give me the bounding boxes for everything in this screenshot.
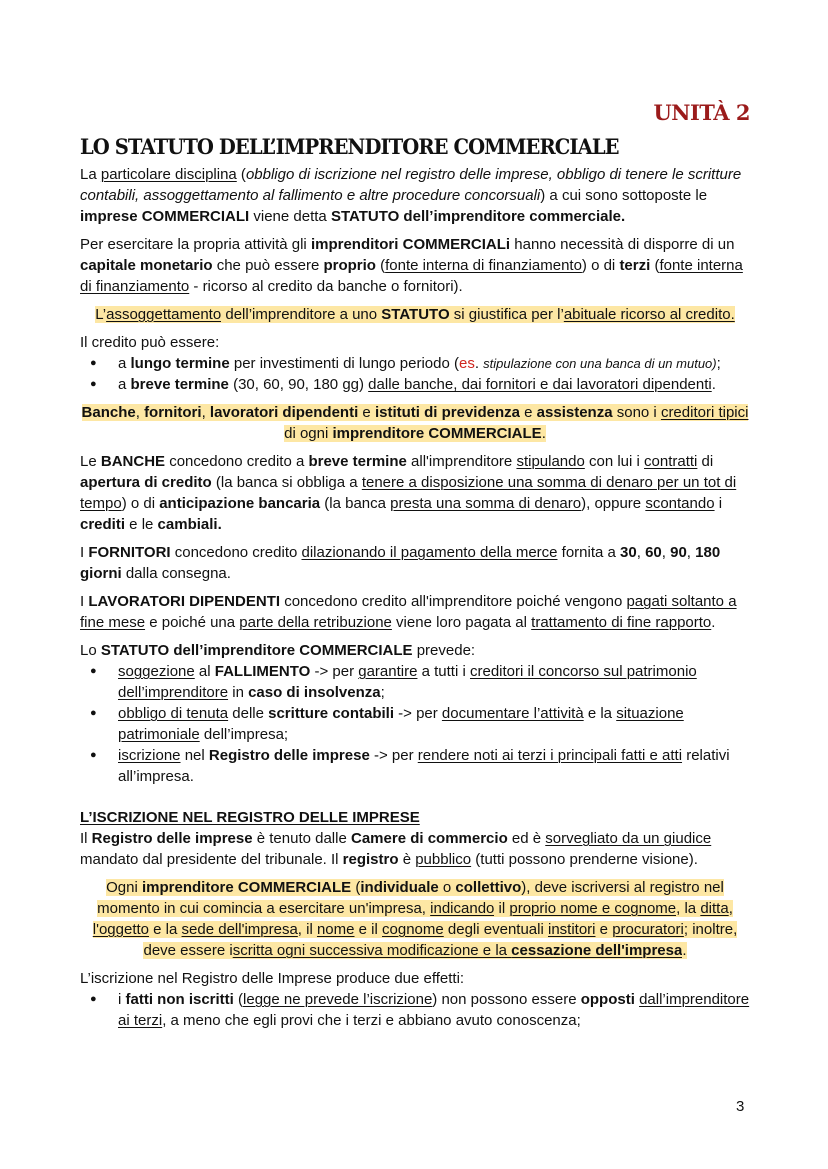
text-run: stipulando [516,453,585,470]
text-run: a [118,355,131,372]
text-run: fornitori [144,404,202,421]
text-run: Registro delle imprese [208,747,370,764]
text-run: relativi all’impresa. [118,747,730,785]
text-run: procuratori [612,921,684,938]
text-run: legge ne prevede l’iscrizione [243,991,433,1008]
text-run: dell’imprenditore a uno [221,306,382,323]
highlighted-paragraph [80,304,750,325]
text-run: registro [342,851,399,868]
text-run: Lo [80,642,101,659]
text-run: Le [80,453,101,470]
bullet-list [80,989,750,1031]
text-run: , [686,544,696,561]
list-item [118,661,750,703]
text-run: L’ [95,306,107,323]
text-run: creditori tipici [660,404,749,421]
text-run: a tutti i [417,663,470,680]
text-run: con lui i [584,453,645,470]
text-run: e la [149,921,182,938]
list-item [118,703,750,745]
text-run: è tenuto dalle [252,830,351,847]
text-run: , [661,544,671,561]
text-run: crediti [80,516,126,533]
text-run: ( [650,257,660,274]
text-run: -> per [393,705,442,722]
text-run: capitale monetario [80,257,213,274]
text-run: e [595,921,613,938]
page-number: 3 [736,1098,745,1115]
text-run: e le [125,516,158,533]
text-run: (la banca [320,495,391,512]
text-run: fonte interna di finanziamento [385,257,582,274]
text-run: lavoratori dipendenti [209,404,359,421]
text-run: -> per [310,663,359,680]
text-run: L’iscrizione nel Registro delle Imprese produce due effetti: [80,970,465,987]
text-run: pubblico [415,851,472,868]
text-run: ; inoltre, deve essere i [143,921,738,959]
text-run: (la banca si obbliga a [211,474,362,491]
document-body [80,164,750,1038]
text-run: e poiché una [145,614,240,631]
text-run: 60 [645,544,662,561]
text-run: documentare l’attività [441,705,584,722]
text-run: o [438,879,456,896]
text-run: hanno necessità di disporre di un [510,236,735,253]
paragraph [80,234,750,297]
text-run: fatti non iscritti [125,991,234,1008]
text-run: breve termine [308,453,407,470]
text-run: cessazione dell'impresa [511,942,683,959]
text-run: ed è [507,830,546,847]
list-item [118,745,750,787]
text-run: e il [354,921,383,938]
text-run: in [228,684,249,701]
text-run: lungo termine [130,355,230,372]
text-run: e [358,404,375,421]
text-run: cognome [382,921,444,938]
text-run: individuale [360,879,439,896]
text-run: , [636,544,646,561]
text-run: , la [676,900,701,917]
text-run: , il [297,921,317,938]
text-run: STATUTO dell’imprenditore COMMERCIALE [100,642,413,659]
text-run: Il [80,830,92,847]
list-item [118,374,750,395]
bullet-list [80,353,750,395]
text-run: imprenditori COMMERCIALi [310,236,511,253]
text-run: (tutti possono prenderne visione). [471,851,698,868]
text-run: scritta ogni successiva modificazione e la [232,942,512,959]
text-run: STATUTO dell’imprenditore commerciale. [330,208,626,225]
text-run: . [541,425,546,442]
text-run: rendere noti ai terzi i principali fatti e atti [417,747,683,764]
text-run: nome [316,921,355,938]
text-run: opposti [580,991,635,1008]
text-run: trattamento di fine rapporto [531,614,712,631]
text-run: imprese COMMERCIALI [80,208,250,225]
bullet-list [80,661,750,787]
text-run: degli eventuali [443,921,548,938]
text-run: viene detta [249,208,331,225]
highlighted-paragraph [80,877,750,961]
text-run: proprio nome e cognome [509,900,677,917]
text-run: il [494,900,510,917]
text-run: caso di insolvenza [248,684,381,701]
text-run: anticipazione bancaria [159,495,321,512]
text-run: La [80,166,101,183]
text-run: - ricorso al credito da banche o fornitori). [189,278,463,295]
text-run: fornita a [557,544,621,561]
text-run: ) o di [121,495,160,512]
text-run: , [135,404,145,421]
text-run: breve termine [130,376,229,393]
text-run: I [80,593,89,610]
text-run: dilazionando il pagamento della merce [301,544,558,561]
text-run: 90 [670,544,687,561]
text-run: si giustifica per l’ [449,306,564,323]
list-item [118,353,750,374]
text-run: fonte interna di finanziamento [80,257,743,295]
text-run: proprio [323,257,376,274]
text-run: BANCHE [100,453,166,470]
text-run: soggezione [118,663,195,680]
text-run: Camere di commercio [351,830,508,847]
text-run: tenere a disposizione una somma di denaro per un tot di tempo [80,474,737,512]
text-run: concedono credito [170,544,302,561]
text-run: FORNITORI [88,544,171,561]
text-run: imprenditore COMMERCIALE [142,879,352,896]
text-run: è [398,851,416,868]
text-run: all'imprenditore [406,453,517,470]
text-run: . [711,614,716,631]
text-run: sede dell'impresa [181,921,298,938]
text-run: dall’imprenditore ai terzi [118,991,750,1029]
text-run: sorvegliato da un giudice [545,830,712,847]
text-run: particolare disciplina [100,166,237,183]
text-run: indicando [430,900,495,917]
page-title: LO STATUTO DELL’IMPRENDITORE COMMERCIALE [80,134,619,159]
text-run: stipulazione con una banca di un mutuo) [483,356,717,371]
text-run: ; [716,355,721,372]
text-run: concedono credito a [165,453,309,470]
text-run: -> per [369,747,418,764]
text-run: creditori il concorso sul patrimonio dell’imprenditore [118,663,697,701]
text-run: I [80,544,89,561]
text-run: apertura di credito [80,474,212,491]
text-run: 180 giorni [80,544,721,582]
text-run: Per esercitare la propria attività gli [80,236,311,253]
unit-label: UNITÀ 2 [653,100,750,125]
text-run: ) o di [581,257,620,274]
text-run: assoggettamento [106,306,222,323]
text-run: , a meno che egli provi che i terzi e abbiano avuto conoscenza; [162,1012,581,1029]
text-run: a [118,376,131,393]
text-run: e la [583,705,617,722]
text-run: obbligo di tenuta [118,705,229,722]
text-run: dell’impresa; [199,726,289,743]
text-run: i [118,991,126,1008]
text-run: e [519,404,537,421]
text-run: FALLIMENTO [214,663,311,680]
text-run: institori [547,921,596,938]
text-run: 30 [620,544,637,561]
text-run: istituti di previdenza [374,404,520,421]
text-run: Registro delle imprese [91,830,253,847]
text-run: . [711,376,716,393]
text-run: abituale ricorso al credito. [563,306,735,323]
text-run: ) a cui sono sottoposte le [540,187,708,204]
paragraph [80,640,750,661]
text-run: ditta [700,900,729,917]
text-run: cambiali. [157,516,222,533]
text-run: prevede: [412,642,476,659]
text-run: Ogni [106,879,142,896]
text-run: di ogni [284,425,333,442]
list-item [118,989,750,1031]
text-run: collettivo [455,879,522,896]
text-run: STATUTO [381,306,450,323]
text-run: delle [228,705,269,722]
paragraph [80,164,750,227]
text-run: es [458,355,475,372]
text-run: ( [233,991,244,1008]
text-run: garantire [358,663,418,680]
text-run: viene loro pagata al [391,614,532,631]
text-run: ), deve iscriversi al registro nel momento in cui comincia a esercitare un'impresa, [97,879,724,917]
paragraph [80,542,750,584]
text-run: ( [236,166,246,183]
text-run: dalla consegna. [121,565,231,582]
text-run: . [682,942,687,959]
text-run: i [714,495,723,512]
text-run: ) non possono essere [432,991,581,1008]
text-run: (30, 60, 90, 180 gg) [228,376,369,393]
text-run: scritture contabili [268,705,394,722]
text-run: , [728,900,733,917]
highlighted-paragraph [80,402,750,444]
text-run: di [697,453,714,470]
text-run: contratti [644,453,698,470]
text-run: per investimenti di lungo periodo ( [229,355,459,372]
text-run: Banche [81,404,136,421]
text-run: imprenditore COMMERCIALE [332,425,542,442]
text-run: dalle banche, dai fornitori e dai lavoratori dipendenti [368,376,712,393]
text-run: concedono credito all'imprenditore poiché vengono [280,593,627,610]
text-run: ), oppure [581,495,646,512]
text-run: al [194,663,215,680]
text-run: iscrizione [118,747,181,764]
paragraph [80,332,750,353]
text-run: pagati soltanto a fine mese [80,593,737,631]
text-run: Il credito può essere: [80,334,220,351]
paragraph [80,968,750,989]
text-run: L’ISCRIZIONE NEL REGISTRO DELLE IMPRESE [80,809,420,826]
text-run: terzi [619,257,651,274]
paragraph [80,591,750,633]
text-run: . [474,355,484,372]
text-run: ( [351,879,361,896]
text-run: presta una somma di denaro [390,495,582,512]
text-run: situazione patrimoniale [118,705,684,743]
section-heading [80,807,750,828]
text-run: l'oggetto [92,921,149,938]
text-run: obbligo di iscrizione nel registro delle imprese, obbligo di tenere le scritture contabili, assoggettamento al fallimento e altre procedure concorsuali [80,166,742,204]
text-run: parte della retribuzione [239,614,392,631]
text-run: assistenza [536,404,613,421]
text-run: ( [375,257,386,274]
text-run: mandato dal presidente del tribunale. Il [80,851,343,868]
text-run: nel [180,747,209,764]
paragraph [80,828,750,870]
text-run: che può essere [212,257,324,274]
text-run: ; [380,684,385,701]
text-run: , [201,404,210,421]
text-run: scontando [645,495,715,512]
paragraph [80,451,750,535]
text-run: sono i [612,404,661,421]
text-run: LAVORATORI DIPENDENTI [88,593,281,610]
